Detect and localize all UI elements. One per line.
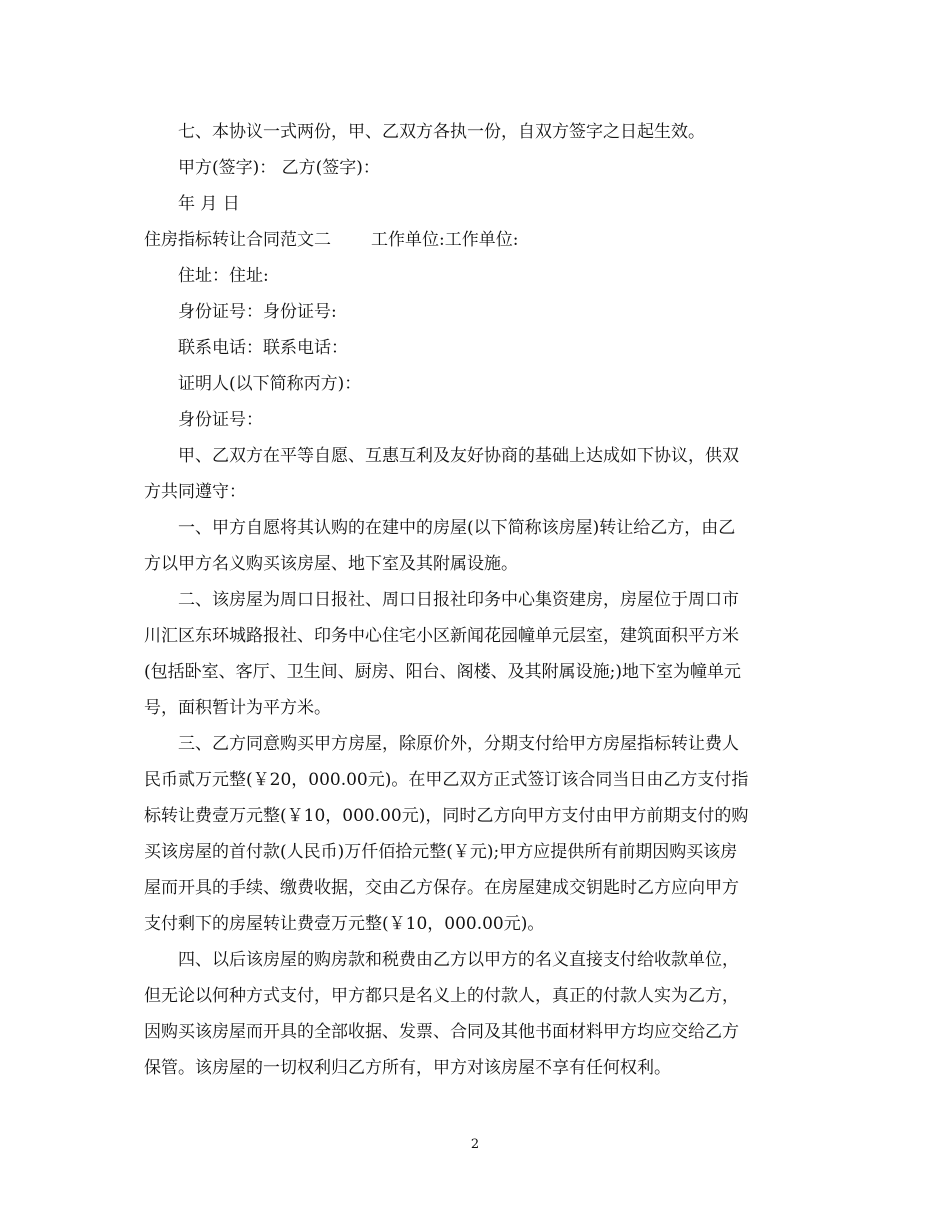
paragraph-line: 号，面积暂计为平方米。 xyxy=(144,698,331,718)
work-unit: 工作单位:工作单位: xyxy=(371,230,519,250)
paragraph-line: 川汇区东环城路报社、印务中心住宅小区新闻花园幢单元层室，建筑面积平方米 xyxy=(144,626,739,646)
paragraph-line: 标转让费壹万元整(￥10，000.00元)，同时乙方向甲方支付由甲方前期支付的购 xyxy=(144,806,749,826)
paragraph-line: 甲、乙双方在平等自愿、互惠互利及友好协商的基础上达成如下协议，供双 xyxy=(178,446,739,466)
paragraph-line: 因购买该房屋而开具的全部收据、发票、合同及其他书面材料甲方均应交给乙方 xyxy=(144,1022,739,1042)
paragraph-line: 但无论以何种方式支付，甲方都只是名义上的付款人，真正的付款人实为乙方， xyxy=(144,986,739,1006)
paragraph-line: 三、乙方同意购买甲方房屋，除原价外，分期支付给甲方房屋指标转让费人 xyxy=(178,734,739,754)
paragraph-line: 民币贰万元整(￥20，000.00元)。在甲乙双方正式签订该合同当日由乙方支付指 xyxy=(144,770,749,790)
paragraph-line: 二、该房屋为周口日报社、周口日报社印务中心集资建房，房屋位于周口市 xyxy=(178,590,739,610)
witness-line: 证明人(以下简称丙方)： xyxy=(178,374,362,394)
signature-line: 甲方(签字)： 乙方(签字)： xyxy=(178,158,380,178)
paragraph-line: 四、以后该房屋的购房款和税费由乙方以甲方的名义直接支付给收款单位， xyxy=(178,950,739,970)
paragraph-line: (包括卧室、客厅、卫生间、厨房、阳台、阁楼、及其附属设施;)地下室为幢单元 xyxy=(144,662,741,682)
phone-line: 联系电话：联系电话： xyxy=(178,338,348,358)
paragraph-line: 方共同遵守： xyxy=(144,482,246,502)
date-line: 年 月 日 xyxy=(178,194,240,214)
paragraph-line: 支付剩下的房屋转让费壹万元整(￥10，000.00元)。 xyxy=(144,914,545,934)
clause-7: 七、本协议一式两份，甲、乙双方各执一份，自双方签字之日起生效。 xyxy=(178,122,705,142)
paragraph-line: 一、甲方自愿将其认购的在建中的房屋(以下简称该房屋)转让给乙方，由乙 xyxy=(178,518,736,538)
paragraph-line: 屋而开具的手续、缴费收据，交由乙方保存。在房屋建成交钥匙时乙方应向甲方 xyxy=(144,878,739,898)
witness-id-line: 身份证号： xyxy=(178,410,263,430)
paragraph-line: 保管。该房屋的一切权利归乙方所有，甲方对该房屋不享有任何权利。 xyxy=(144,1058,671,1078)
contract-title: 住房指标转让合同范文二 xyxy=(144,230,331,250)
paragraph-line: 买该房屋的首付款(人民币)万仟佰拾元整(￥元);甲方应提供所有前期因购买该房 xyxy=(144,842,738,862)
heading-line xyxy=(144,229,518,251)
paragraph-line: 方以甲方名义购买该房屋、地下室及其附属设施。 xyxy=(144,554,518,574)
address-line: 住址：住址: xyxy=(178,266,269,286)
id-number-line: 身份证号：身份证号: xyxy=(178,302,337,322)
page-number: 2 xyxy=(470,1137,480,1152)
